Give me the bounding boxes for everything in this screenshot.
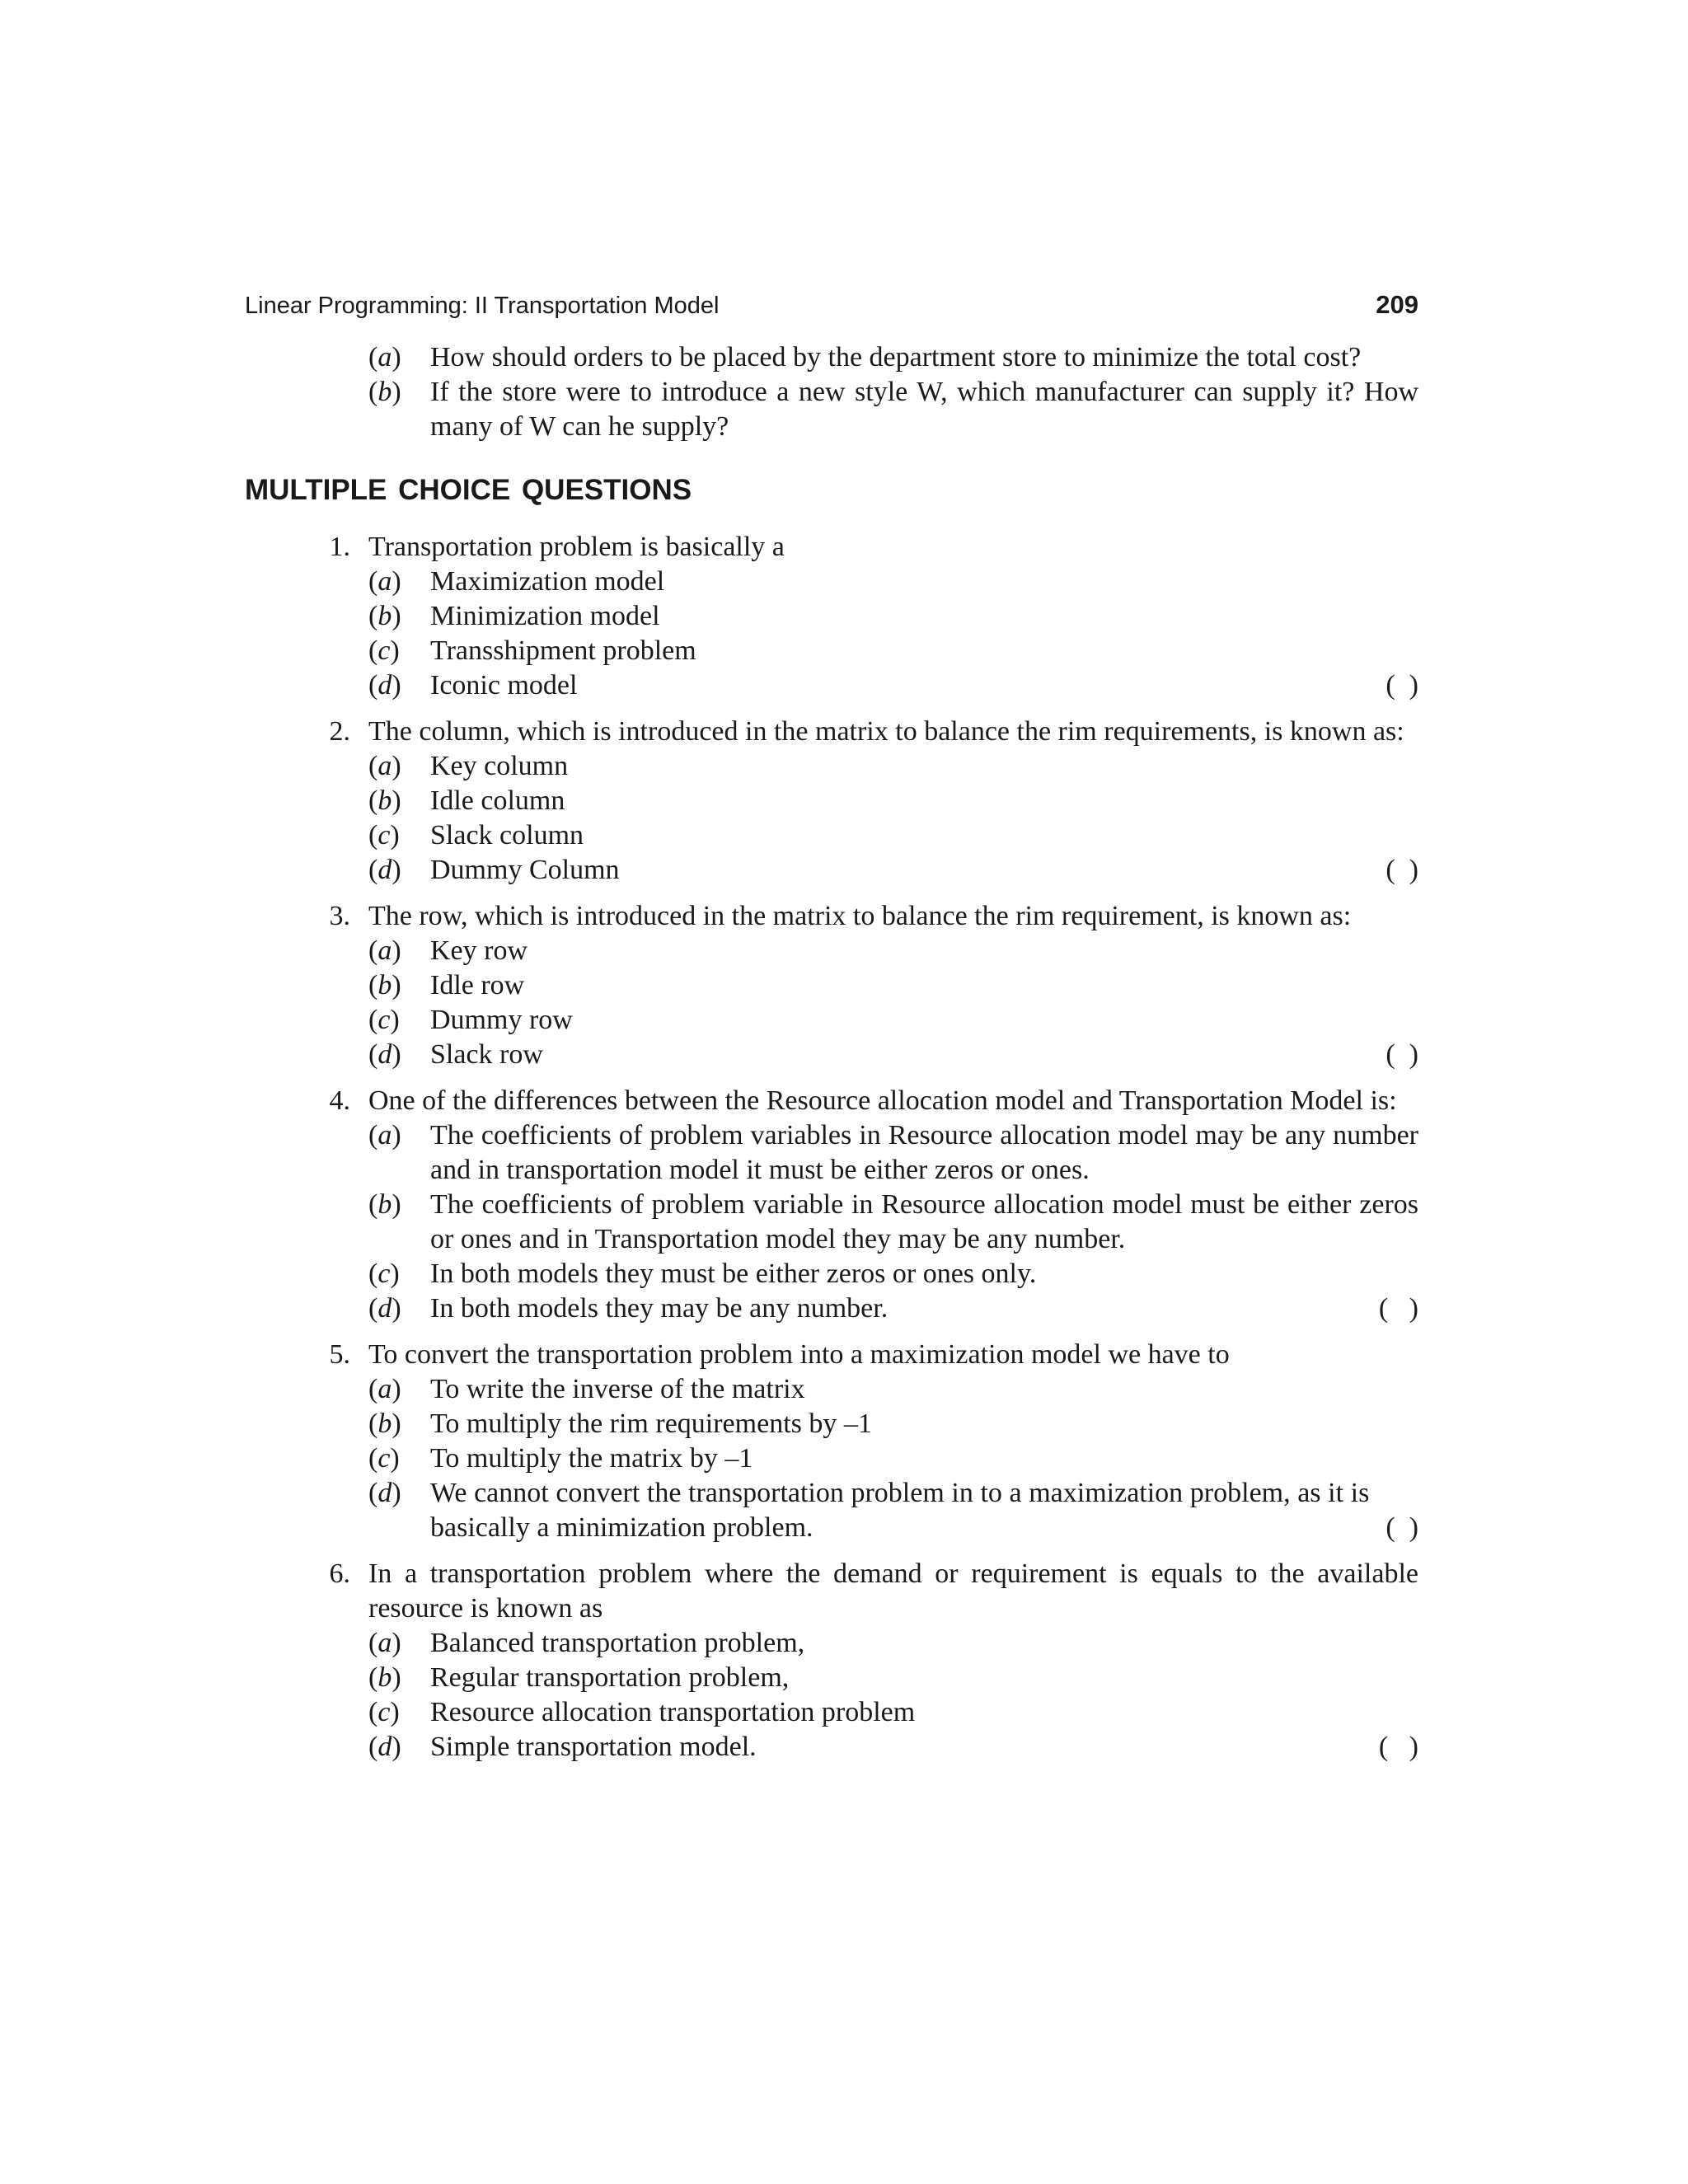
question-2 xyxy=(245,715,1418,888)
option-text: Simple transportation model. xyxy=(430,1732,757,1762)
option xyxy=(368,853,1418,888)
section-heading: MULTIPLE CHOICE QUESTIONS xyxy=(245,474,692,506)
answer-blank: ( ) xyxy=(1378,1732,1418,1762)
option-text: Regular transportation problem, xyxy=(430,1662,790,1693)
option xyxy=(368,1407,1418,1441)
answer-blank: ( ) xyxy=(1378,1293,1418,1324)
option-label: (c) xyxy=(368,1258,400,1289)
option xyxy=(368,1038,1418,1072)
option xyxy=(368,934,1418,968)
option xyxy=(368,599,1418,634)
option xyxy=(368,1730,1418,1765)
question-6 xyxy=(245,1557,1418,1765)
option xyxy=(368,818,1418,853)
question-number: 6. xyxy=(329,1558,350,1589)
option-text: How should orders to be placed by the department store to minimize the total cost? xyxy=(430,342,1362,373)
question-number: 3. xyxy=(329,901,350,931)
option-label: (d) xyxy=(368,1732,401,1762)
option-text: Idle row xyxy=(430,970,525,1001)
option xyxy=(368,968,1418,1003)
option xyxy=(368,1372,1418,1407)
option-label: (b) xyxy=(368,377,401,407)
answer-blank: ( ) xyxy=(1386,1039,1418,1070)
option xyxy=(368,1476,1418,1545)
question-list xyxy=(245,530,1418,1765)
option-label: (a) xyxy=(368,342,401,373)
answer-blank: ( ) xyxy=(1386,1512,1418,1543)
option-label: (a) xyxy=(368,566,401,597)
option-text: In both models they may be any number. xyxy=(430,1293,889,1324)
option-text: We cannot convert the transportation problem in to a maximization problem, as it is basically a minimization problem. xyxy=(430,1478,1370,1543)
option-label: (b) xyxy=(368,970,401,1001)
option xyxy=(368,784,1418,818)
option-text: To multiply the matrix by –1 xyxy=(430,1443,753,1474)
option xyxy=(368,1003,1418,1038)
option-text: If the store were to introduce a new style W, which manufacturer can supply it? How many of W can he supply? xyxy=(430,377,1418,442)
option-label: (b) xyxy=(368,1662,401,1693)
option-text: Slack row xyxy=(430,1039,543,1070)
option-text: The coefficients of problem variable in Resource allocation model must be either zeros or ones and in Transportation model they may be any number. xyxy=(430,1189,1418,1254)
option xyxy=(368,1188,1418,1257)
option-label: (a) xyxy=(368,751,401,781)
question-3 xyxy=(245,899,1418,1072)
option-label: (c) xyxy=(368,1697,400,1727)
option-label: (c) xyxy=(368,1443,400,1474)
option xyxy=(368,668,1418,703)
option-label: (d) xyxy=(368,1478,401,1508)
option-text: Balanced transportation problem, xyxy=(430,1628,805,1658)
option-text: Key column xyxy=(430,751,569,781)
page-number: 209 xyxy=(1376,290,1418,319)
option-text: The coefficients of problem variables in Resource allocation model may be any number and in transportation model it must be either zeros or ones. xyxy=(430,1120,1418,1185)
option xyxy=(368,1626,1418,1661)
option-label: (a) xyxy=(368,1628,401,1658)
question-4 xyxy=(245,1084,1418,1326)
option-text: Idle column xyxy=(430,785,565,816)
option-label: (a) xyxy=(368,935,401,966)
option-label: (b) xyxy=(368,785,401,816)
option xyxy=(368,565,1418,599)
intro-option xyxy=(368,375,1418,444)
running-title: Linear Programming: II Transportation Model xyxy=(245,293,720,319)
question-number: 4. xyxy=(329,1085,350,1116)
option-label: (b) xyxy=(368,601,401,631)
intro-options xyxy=(245,340,1418,444)
answer-blank: ( ) xyxy=(1386,855,1418,885)
option-label: (c) xyxy=(368,1005,400,1035)
option xyxy=(368,1257,1418,1291)
option-label: (a) xyxy=(368,1374,401,1404)
option-label: (b) xyxy=(368,1408,401,1439)
question-number: 5. xyxy=(329,1339,350,1370)
question-stem: The row, which is introduced in the matrix to balance the rim requirement, is known as: xyxy=(368,901,1352,931)
option-label: (d) xyxy=(368,670,401,701)
option-label: (c) xyxy=(368,820,400,851)
intro-option xyxy=(368,340,1418,375)
option-text: In both models they must be either zeros or ones only. xyxy=(430,1258,1037,1289)
question-number: 1. xyxy=(329,532,350,562)
option-text: Maximization model xyxy=(430,566,665,597)
option xyxy=(368,1291,1418,1326)
question-5 xyxy=(245,1338,1418,1545)
option-label: (d) xyxy=(368,1293,401,1324)
question-stem: The column, which is introduced in the matrix to balance the rim requirements, is known as: xyxy=(368,716,1404,747)
question-stem: To convert the transportation problem into a maximization model we have to xyxy=(368,1339,1230,1370)
question-stem: One of the differences between the Resource allocation model and Transportation Model is: xyxy=(368,1085,1397,1116)
option-text: To write the inverse of the matrix xyxy=(430,1374,805,1404)
option xyxy=(368,634,1418,668)
question-stem: Transportation problem is basically a xyxy=(368,532,785,562)
option-text: Minimization model xyxy=(430,601,660,631)
option xyxy=(368,1441,1418,1476)
option-text: Dummy Column xyxy=(430,855,620,885)
option xyxy=(368,1661,1418,1695)
document-page xyxy=(245,288,1418,1776)
question-1 xyxy=(245,530,1418,703)
option-text: Key row xyxy=(430,935,528,966)
option-text: Slack column xyxy=(430,820,584,851)
option xyxy=(368,749,1418,784)
option-label: (b) xyxy=(368,1189,401,1220)
question-number: 2. xyxy=(329,716,350,747)
option-text: Iconic model xyxy=(430,670,578,701)
option-label: (d) xyxy=(368,855,401,885)
option-label: (a) xyxy=(368,1120,401,1151)
question-stem: In a transportation problem where the demand or requirement is equals to the available resource is known as xyxy=(368,1558,1418,1624)
option-text: Resource allocation transportation problem xyxy=(430,1697,916,1727)
option-label: (d) xyxy=(368,1039,401,1070)
option-text: Dummy row xyxy=(430,1005,573,1035)
option-text: To multiply the rim requirements by –1 xyxy=(430,1408,872,1439)
option-text: Transshipment problem xyxy=(430,635,696,666)
option xyxy=(368,1118,1418,1188)
option xyxy=(368,1695,1418,1730)
running-header xyxy=(245,288,1418,322)
answer-blank: ( ) xyxy=(1386,670,1418,701)
option-label: (c) xyxy=(368,635,400,666)
